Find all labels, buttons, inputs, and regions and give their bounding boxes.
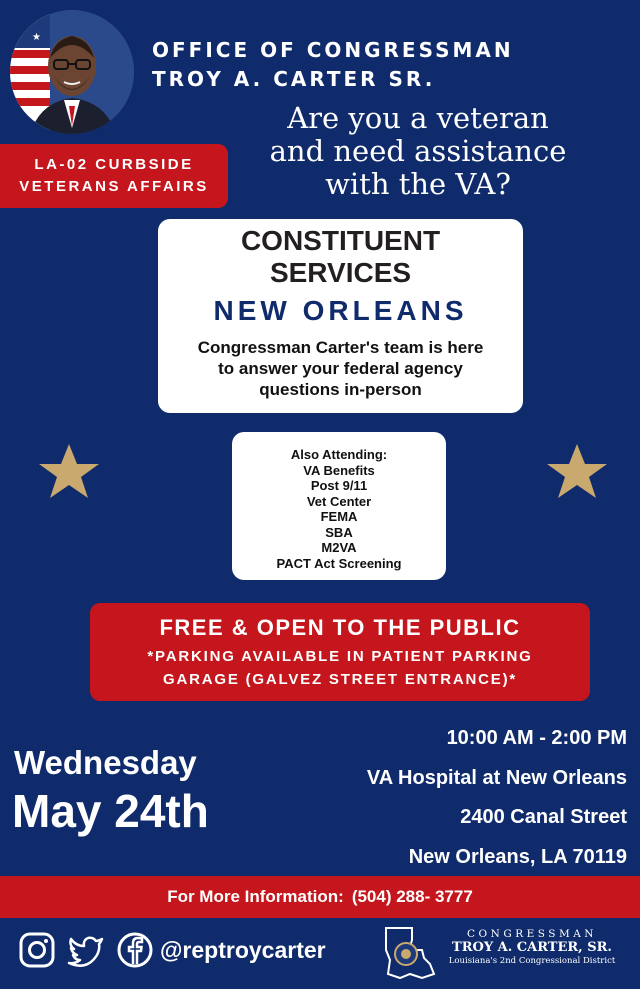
attending-item: PACT Act Screening — [276, 555, 402, 571]
card-heading-line1: CONSTITUENT — [240, 225, 441, 256]
parking-note-line2: GARAGE (GALVEZ STREET ENTRANCE)* — [163, 671, 517, 688]
attending-item: Post 9/11 — [310, 478, 368, 493]
constituent-services-card — [158, 219, 523, 413]
event-venue: VA Hospital at New Orleans — [366, 766, 627, 789]
event-date: May 24th — [12, 785, 209, 837]
instagram-icon[interactable] — [18, 931, 56, 969]
attending-item: FEMA — [320, 509, 358, 524]
also-attending-card — [232, 432, 446, 580]
attending-title: Also Attending: — [290, 447, 388, 462]
attending-item: SBA — [325, 524, 353, 540]
event-city: New Orleans, LA 70119 — [408, 845, 627, 868]
card-description — [158, 337, 523, 400]
attending-item: Vet Center — [306, 493, 372, 509]
event-details — [297, 719, 627, 877]
card-heading-line2: SERVICES — [269, 257, 412, 288]
curbside-badge — [0, 144, 228, 208]
badge-line2: VETERANS AFFAIRS — [19, 178, 209, 195]
contact-phone[interactable]: (504) 288- 3777 — [351, 887, 473, 906]
parking-note — [90, 645, 590, 691]
event-time: 10:00 AM - 2:00 PM — [446, 727, 627, 749]
contact-bar — [0, 876, 640, 918]
card-text-line: to answer your federal agency — [218, 359, 463, 378]
event-street: 2400 Canal Street — [460, 806, 627, 828]
facebook-icon[interactable] — [116, 931, 154, 969]
louisiana-seal-icon — [382, 924, 436, 982]
svg-text:★: ★ — [32, 32, 41, 43]
svg-text:★: ★ — [18, 20, 27, 31]
public-notice-title: FREE & OPEN TO THE PUBLIC — [159, 615, 521, 640]
office-title-line2: TROY A. CARTER SR. — [152, 67, 436, 91]
parking-note-line1: *PARKING AVAILABLE IN PATIENT PARKING — [147, 648, 533, 665]
office-title-line1: OFFICE OF CONGRESSMAN — [152, 38, 514, 62]
veteran-question — [268, 102, 568, 201]
card-heading — [158, 225, 523, 289]
star-icon — [545, 440, 609, 504]
card-text-line: questions in-person — [259, 380, 422, 399]
badge-line1: LA-02 CURBSIDE — [34, 156, 194, 173]
logo-top: CONGRESSMAN — [466, 928, 597, 940]
social-handle[interactable]: @reptroycarter — [160, 937, 326, 963]
contact-label: For More Information: — [167, 887, 344, 906]
logo-name: TROY A. CARTER, SR. — [452, 940, 612, 955]
question-line: with the VA? — [325, 167, 511, 201]
logo-text — [432, 928, 632, 967]
card-text-line: Congressman Carter's team is here — [197, 338, 484, 357]
congressman-portrait — [10, 10, 134, 134]
attending-item: VA Benefits — [303, 462, 375, 478]
congressman-logo — [382, 924, 632, 984]
twitter-icon[interactable] — [67, 931, 105, 969]
public-notice — [90, 603, 590, 701]
attending-item: M2VA — [321, 540, 357, 555]
office-title — [152, 36, 622, 94]
question-line: and need assistance — [269, 134, 567, 168]
card-city: NEW ORLEANS — [213, 295, 468, 326]
event-day: Wednesday — [14, 744, 197, 781]
star-icon — [37, 440, 101, 504]
logo-sub: Louisiana's 2nd Congressional District — [448, 956, 616, 966]
question-line: Are you a veteran — [287, 101, 549, 135]
